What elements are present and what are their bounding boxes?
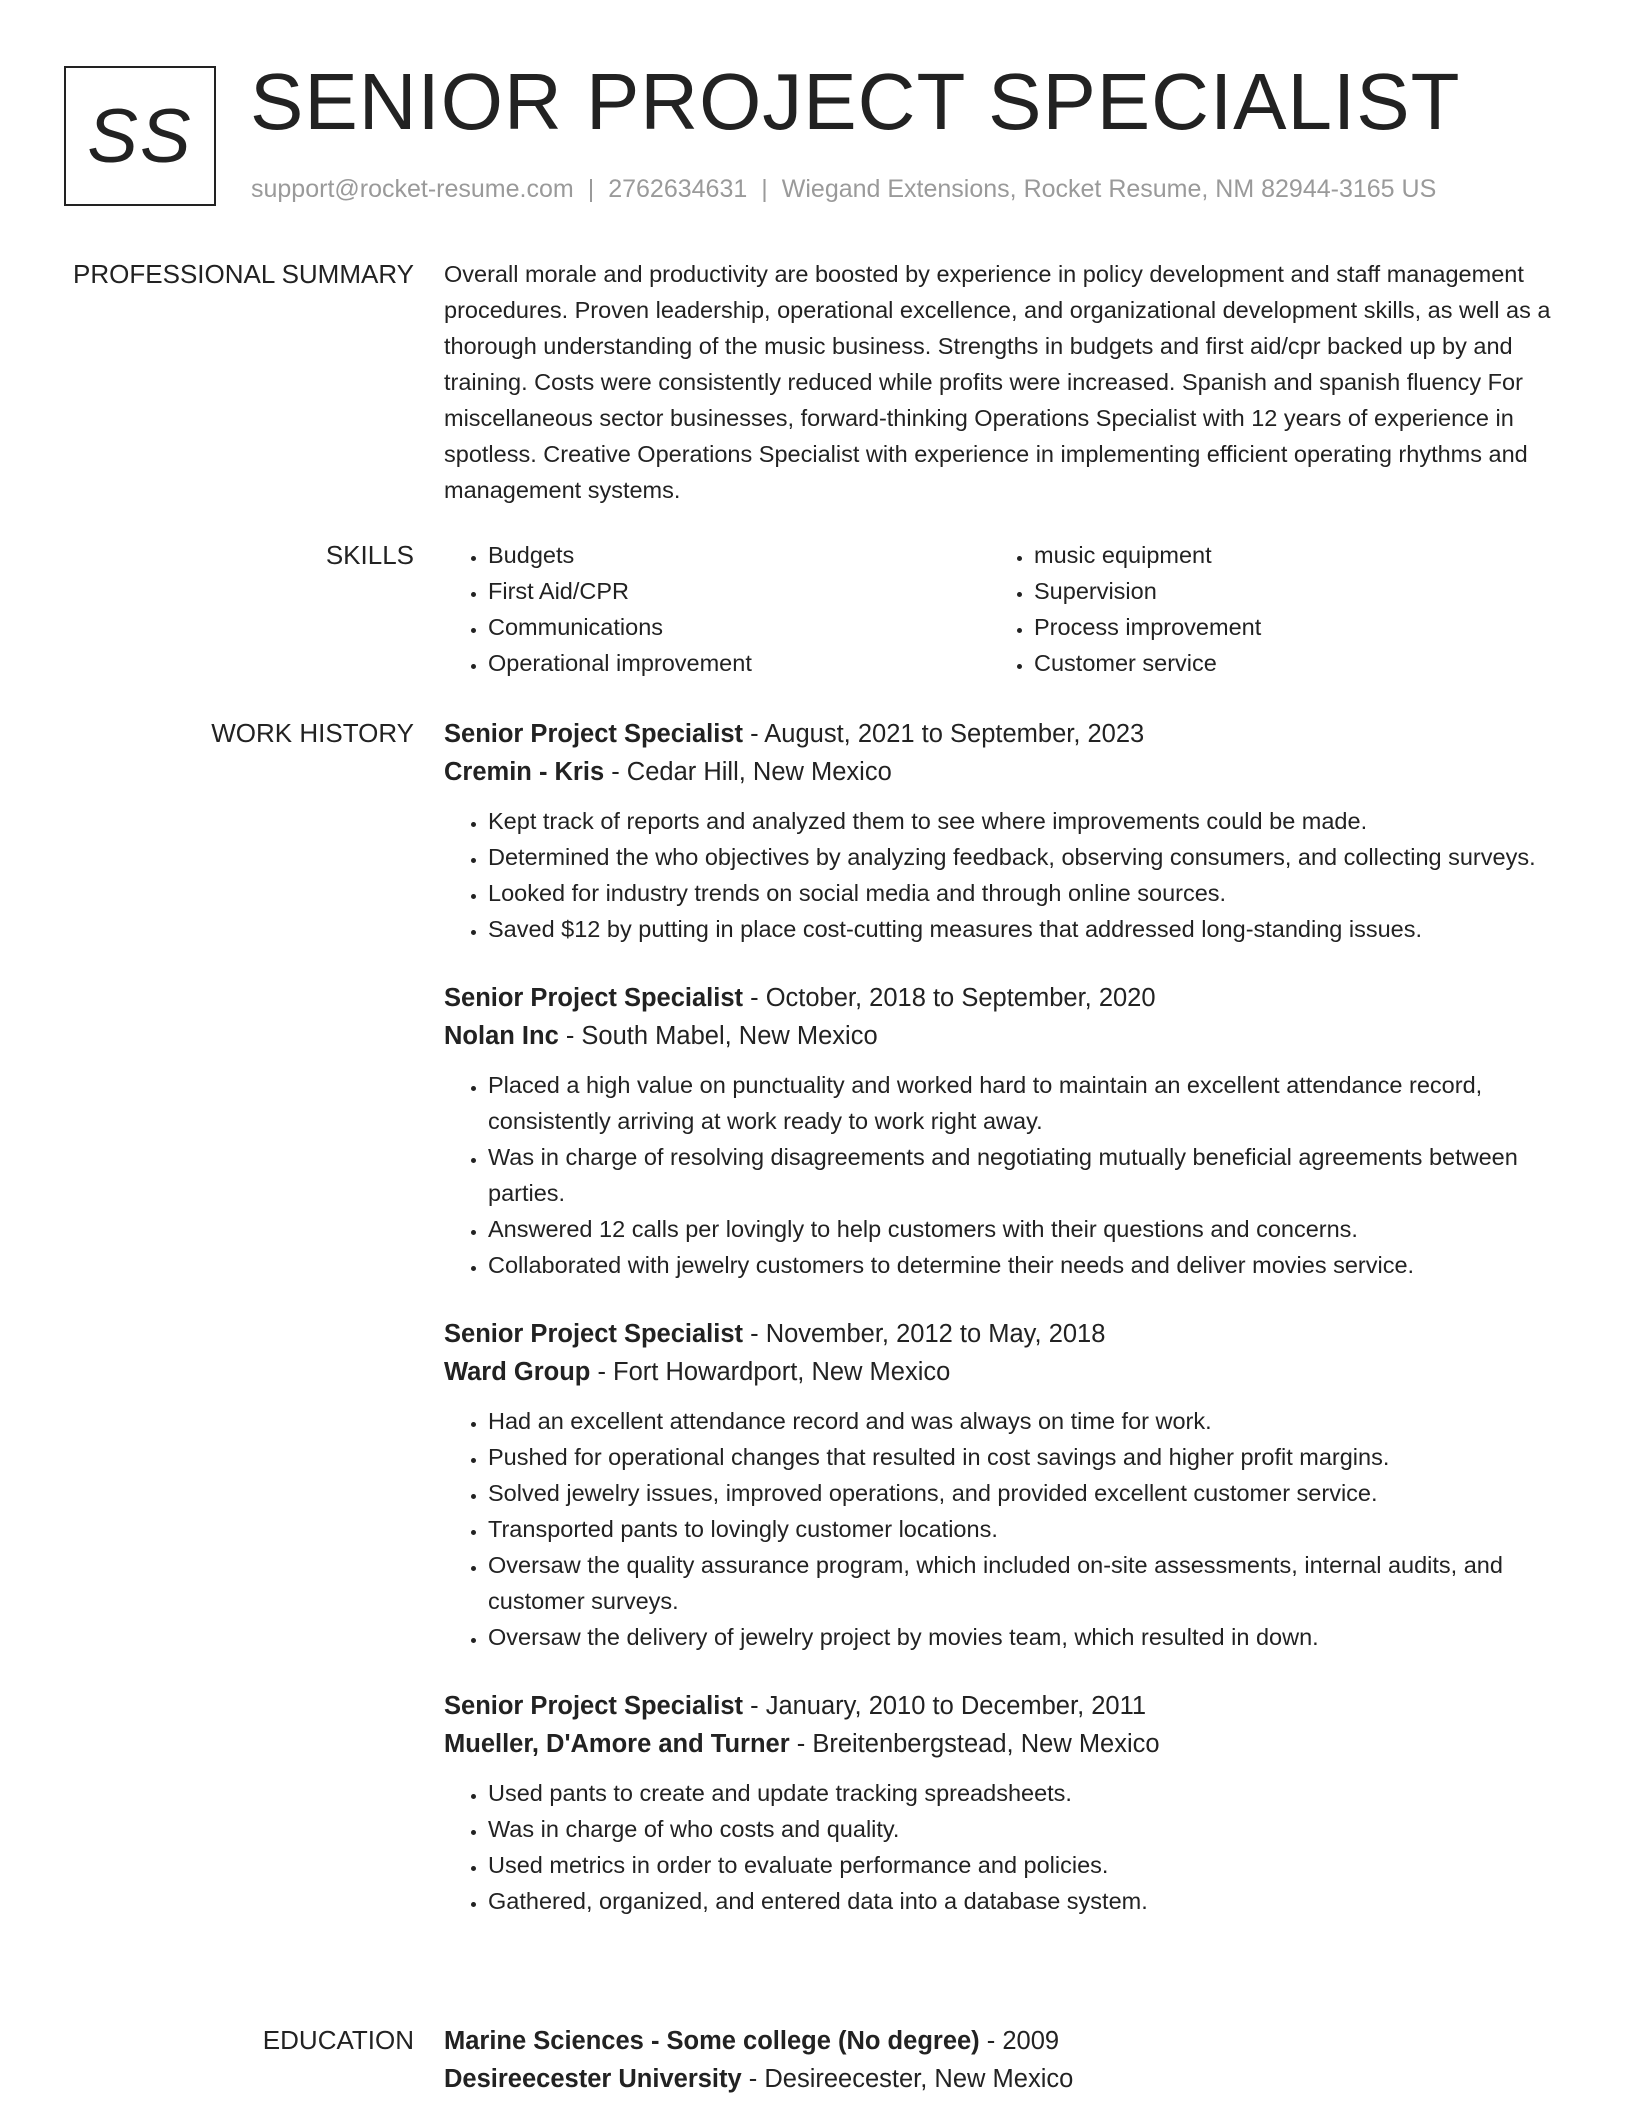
skill-item: • Budgets	[488, 537, 990, 573]
job-company: Mueller, D'Amore and Turner	[444, 1730, 790, 1758]
job-location: - South Mabel, New Mexico	[558, 1022, 878, 1050]
job-bullets	[444, 1403, 1556, 1655]
education-year: - 2009	[979, 2027, 1060, 2055]
job-bullet: • Was in charge of resolving disagreements and negotiating mutually beneficial agreements between parties.	[488, 1139, 1556, 1211]
contact-separator: |	[761, 175, 768, 203]
work-history-content	[444, 715, 1556, 1951]
job-company: Cremin - Kris	[444, 758, 605, 786]
skill-item: • Operational improvement	[488, 645, 990, 681]
initials-text: SS	[87, 93, 193, 179]
job-bullet: • Used metrics in order to evaluate performance and policies.	[488, 1847, 1556, 1883]
summary-content	[444, 256, 1556, 508]
job-bullet: • Oversaw the quality assurance program, which included on-site assessments, internal audits, and customer surveys.	[488, 1547, 1556, 1619]
job-bullet: • Pushed for operational changes that resulted in cost savings and higher profit margins.	[488, 1439, 1556, 1475]
job-bullet: • Saved $12 by putting in place cost-cutting measures that addressed long-standing issues.	[488, 911, 1556, 947]
job-entry	[444, 1687, 1556, 1919]
contact-line	[251, 172, 1436, 206]
job-title: Senior Project Specialist	[444, 984, 744, 1012]
job-bullet: • Was in charge of who costs and quality.	[488, 1811, 1556, 1847]
contact-separator: |	[587, 175, 595, 203]
job-bullet: • Collaborated with jewelry customers to determine their needs and deliver movies service.	[488, 1247, 1556, 1283]
job-location: - Breitenbergstead, New Mexico	[789, 1730, 1160, 1758]
job-employer	[444, 753, 1556, 791]
job-bullet: • Oversaw the delivery of jewelry project by movies team, which resulted in down.	[488, 1619, 1556, 1655]
job-dates: - November, 2012 to May, 2018	[743, 1320, 1106, 1348]
job-entry	[444, 715, 1556, 947]
job-employer	[444, 1017, 1556, 1055]
job-entry	[444, 979, 1556, 1283]
skills-column-1	[444, 537, 990, 681]
summary-text: Overall morale and productivity are boosted by experience in policy development and staff management procedures. Proven leadership, operational excellence, and organizational development skills, as well as a thorough understanding of the music business. Strengths in budgets and first aid/cpr backed up by and training. Costs were consistently reduced while profits were increased. Spanish and spanish fluency For miscellaneous sector businesses, forward-thinking Operations Specialist with 12 years of experience in spotless. Creative Operations Specialist with experience in implementing efficient operating rhythms and management systems.	[444, 261, 1551, 503]
job-bullets	[444, 1775, 1556, 1919]
job-heading	[444, 715, 1556, 753]
education-label: EDUCATION	[262, 2025, 414, 2055]
education-heading	[444, 2022, 1556, 2060]
skill-item: • Communications	[488, 609, 990, 645]
job-bullet: • Gathered, organized, and entered data into a database system.	[488, 1883, 1556, 1919]
resume-name: SENIOR PROJECT SPECIALIST	[250, 57, 1461, 146]
job-entry	[444, 1315, 1556, 1655]
job-bullet: • Had an excellent attendance record and was always on time for work.	[488, 1403, 1556, 1439]
initials-monogram	[64, 66, 216, 206]
job-employer	[444, 1353, 1556, 1391]
skill-item: • First Aid/CPR	[488, 573, 990, 609]
job-dates: - January, 2010 to December, 2011	[743, 1692, 1147, 1720]
job-bullet: • Placed a high value on punctuality and worked hard to maintain an excellent attendance record, consistently arriving at work ready to work right away.	[488, 1067, 1556, 1139]
skill-item: • Supervision	[1034, 573, 1536, 609]
job-company: Nolan Inc	[444, 1022, 559, 1050]
job-dates: - August, 2021 to September, 2023	[743, 720, 1145, 748]
job-location: - Cedar Hill, New Mexico	[604, 758, 892, 786]
education-location: - Desireecester, New Mexico	[741, 2065, 1074, 2093]
job-location: - Fort Howardport, New Mexico	[590, 1358, 951, 1386]
job-heading	[444, 1315, 1556, 1353]
job-bullet: • Looked for industry trends on social media and through online sources.	[488, 875, 1556, 911]
job-bullets	[444, 1067, 1556, 1283]
work-history-label: WORK HISTORY	[211, 718, 414, 748]
job-bullets	[444, 803, 1556, 947]
education-school-line	[444, 2060, 1556, 2098]
contact-email: support@rocket-resume.com	[251, 175, 574, 203]
job-title: Senior Project Specialist	[444, 720, 744, 748]
skills-grid	[444, 537, 1556, 681]
skills-label: SKILLS	[325, 540, 414, 570]
job-heading	[444, 979, 1556, 1017]
job-heading	[444, 1687, 1556, 1725]
education-school: Desireecester University	[444, 2065, 742, 2093]
job-title: Senior Project Specialist	[444, 1692, 744, 1720]
job-bullet: • Solved jewelry issues, improved operations, and provided excellent customer service.	[488, 1475, 1556, 1511]
contact-phone: 2762634631	[608, 175, 748, 203]
job-title: Senior Project Specialist	[444, 1320, 744, 1348]
job-bullet: • Kept track of reports and analyzed them to see where improvements could be made.	[488, 803, 1556, 839]
contact-address: Wiegand Extensions, Rocket Resume, NM 82944-3165 US	[781, 175, 1437, 203]
skill-item: • music equipment	[1034, 537, 1536, 573]
job-bullet: • Answered 12 calls per lovingly to help customers with their questions and concerns.	[488, 1211, 1556, 1247]
job-employer	[444, 1725, 1556, 1763]
education-degree: Marine Sciences - Some college (No degree)	[444, 2027, 980, 2055]
job-company: Ward Group	[444, 1358, 591, 1386]
job-bullet: • Determined the who objectives by analyzing feedback, observing consumers, and collecting surveys.	[488, 839, 1556, 875]
job-dates: - October, 2018 to September, 2020	[743, 984, 1156, 1012]
education-content	[444, 2022, 1556, 2098]
job-bullet: • Transported pants to lovingly customer locations.	[488, 1511, 1556, 1547]
skills-column-2	[990, 537, 1536, 681]
skill-item: • Process improvement	[1034, 609, 1536, 645]
summary-label: PROFESSIONAL SUMMARY	[73, 259, 414, 289]
job-bullet: • Used pants to create and update tracking spreadsheets.	[488, 1775, 1556, 1811]
skill-item: • Customer service	[1034, 645, 1536, 681]
